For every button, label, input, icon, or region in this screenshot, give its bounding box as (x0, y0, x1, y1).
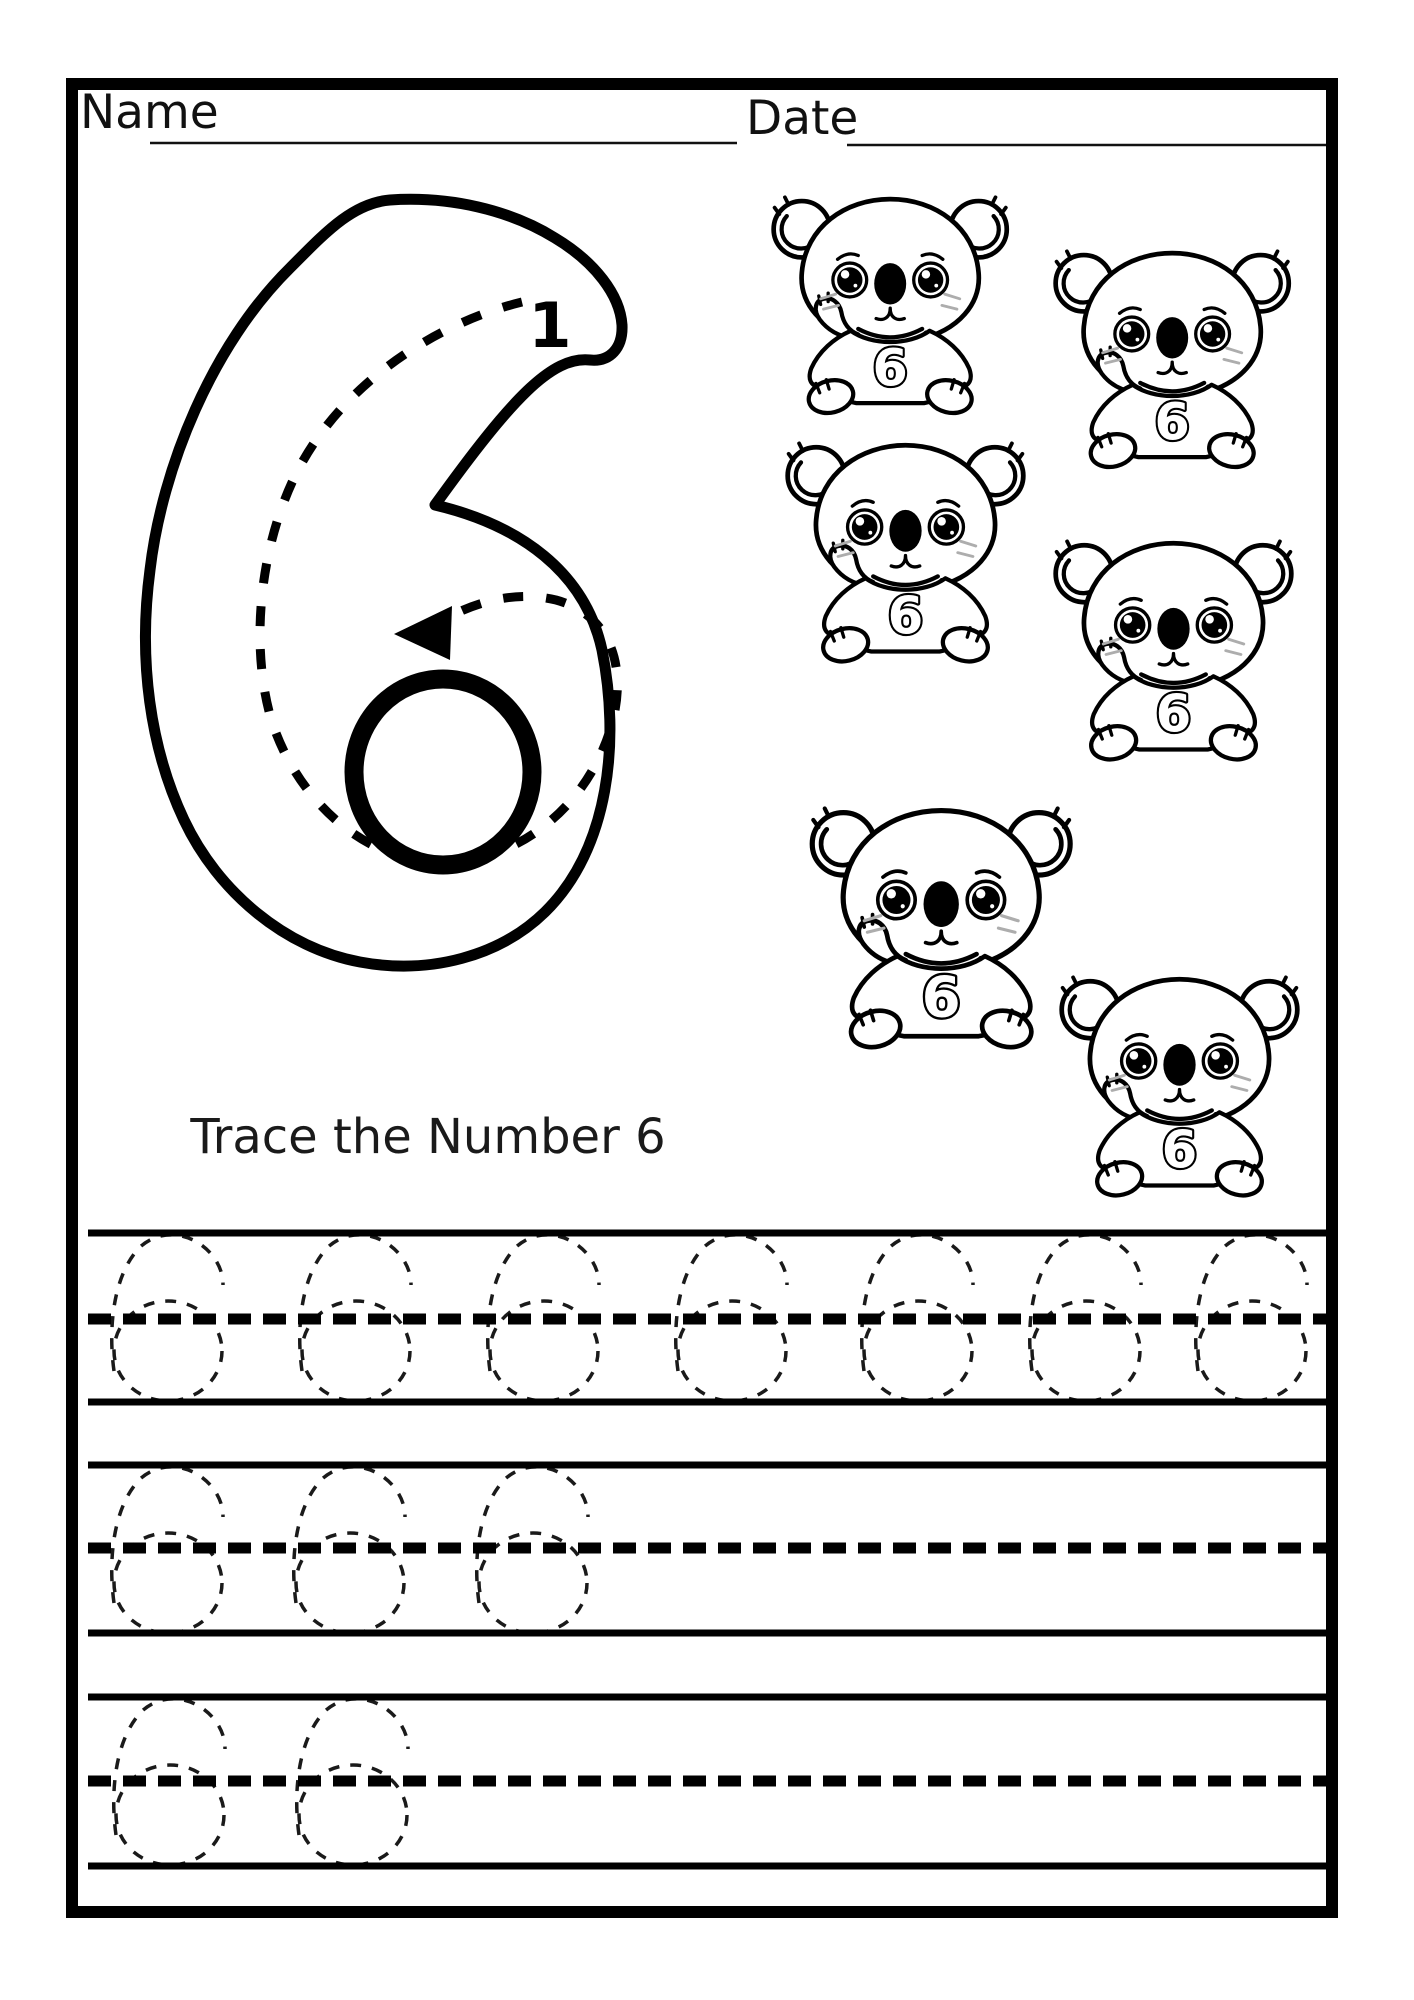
koala-illustration (1056, 251, 1289, 471)
big-number-6 (145, 199, 622, 966)
date-label: Date (746, 91, 859, 146)
tracing-row (88, 1233, 1326, 1402)
koala-illustration (812, 808, 1070, 1052)
koala-illustration (1056, 541, 1292, 764)
instruction-text: Trace the Number 6 (190, 1109, 666, 1165)
big-number-counter-hole (354, 679, 532, 865)
koala-illustration (1062, 977, 1298, 1200)
stroke-step-number: 1 (528, 289, 572, 362)
name-label: Name (80, 85, 219, 140)
koala-illustration (788, 443, 1024, 666)
worksheet-canvas: 6 Name Date 1 Trace the Number 6 (0, 0, 1414, 2000)
tracing-row (88, 1465, 1326, 1633)
koala-illustration (774, 197, 1007, 417)
tracing-row (88, 1697, 1326, 1866)
tracing-rows (88, 1233, 1326, 1866)
koala-illustrations (774, 197, 1298, 1200)
